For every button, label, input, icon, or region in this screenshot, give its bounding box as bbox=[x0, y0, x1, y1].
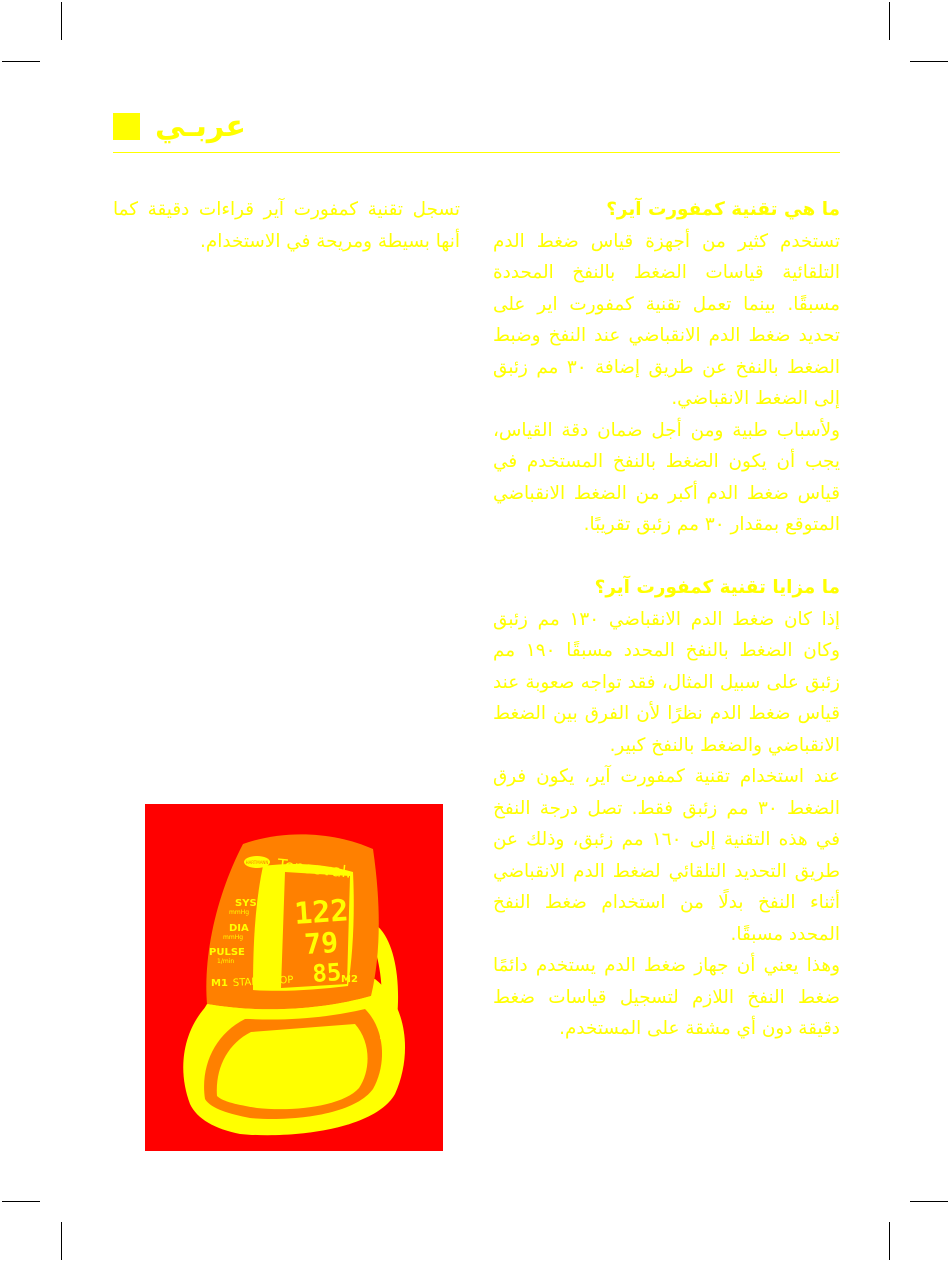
crop-mark bbox=[910, 1201, 948, 1202]
sys-label: SYS bbox=[235, 898, 257, 909]
paragraph: عند استخدام تقنية كمفورت آير، يكون فرق الضغط ٣٠ مم زئبق فقط. تصل درجة النفخ في هذه التقنية إلى ١٦٠ مم زئبق، وذلك عن طريق التحديد التلقائي لضغط الدم الانقباضي أثناء النفخ بدلًا من استخدام ضغط النفخ المحدد مسبقًا. bbox=[493, 766, 840, 945]
section-heading: ما هي تقنية كمفورت آير؟ bbox=[606, 199, 840, 220]
header-rule bbox=[113, 152, 840, 153]
crop-mark bbox=[61, 1222, 62, 1260]
paragraph: وهذا يعني أن جهاز ضغط الدم يستخدم دائمًا ضغط النفخ اللازم لتسجيل قياسات ضغط دقيقة دون أي مشقة على المستخدم. bbox=[493, 955, 840, 1039]
dia-reading: 79 bbox=[303, 925, 340, 961]
section-heading: ما مزايا تقنية كمفورت آير؟ bbox=[594, 577, 840, 598]
product-photo bbox=[145, 804, 443, 1151]
brand-name: Tensoval. bbox=[276, 855, 353, 882]
crop-mark bbox=[889, 1222, 890, 1260]
paragraph: إذا كان ضغط الدم الانقباضي ١٣٠ مم زئبق وكان الضغط بالنفخ المحدد مسبقًا ١٩٠ مم زئبق على سبيل المثال، فقد تواجه صعوبة عند قياس ضغط الدم نظرًا لأن الفرق بين الضغط الانقباضي والضغط بالنفخ كبير. bbox=[493, 608, 840, 756]
crop-mark bbox=[889, 2, 890, 40]
dia-label: DIA bbox=[229, 923, 249, 934]
side-text-column bbox=[113, 194, 460, 257]
m2-button-label: M2 bbox=[341, 974, 358, 985]
crop-mark bbox=[2, 61, 40, 62]
crop-mark bbox=[61, 2, 62, 40]
summary-paragraph: تسجل تقنية كمفورت آير قراءات دقيقة كما أنها بسيطة ومريحة في الاستخدام. bbox=[113, 199, 460, 252]
crop-mark bbox=[2, 1201, 40, 1202]
dia-unit: mmHg bbox=[223, 934, 244, 941]
sys-unit: mmHg bbox=[229, 909, 250, 916]
brand-badge: HARTMANN bbox=[245, 860, 269, 865]
blood-pressure-monitor-illustration bbox=[145, 804, 443, 1151]
sys-reading: 122 bbox=[293, 893, 350, 932]
language-marker-square bbox=[113, 113, 140, 140]
paragraph: ولأسباب طبية ومن أجل ضمان دقة القياس، يجب أن يكون الضغط بالنفخ المستخدم في قياس ضغط الدم أكبر من الضغط الانقباضي المتوقع بمقدار ٣٠ مم زئبق تقريبًا. bbox=[493, 419, 840, 535]
pulse-unit: 1/min bbox=[217, 958, 235, 965]
page-title: عربـي bbox=[155, 109, 247, 144]
pulse-reading: 85 bbox=[311, 958, 343, 988]
main-text-column bbox=[493, 194, 840, 1045]
crop-mark bbox=[910, 61, 948, 62]
page-header bbox=[113, 108, 840, 153]
pulse-label: PULSE bbox=[209, 947, 245, 958]
start-stop-button-label: START/STOP bbox=[232, 974, 294, 989]
m1-button-label: M1 bbox=[211, 978, 228, 989]
paragraph: تستخدم كثير من أجهزة قياس ضغط الدم التلقائية قياسات الضغط بالنفخ المحددة مسبقًا. بينما تعمل تقنية كمفورت اير على تحديد ضغط الدم الانقباضي عند النفخ وضبط الضغط بالنفخ عن طريق إضافة ٣٠ مم زئبق إلى الضغط الانقباضي. bbox=[493, 230, 840, 409]
